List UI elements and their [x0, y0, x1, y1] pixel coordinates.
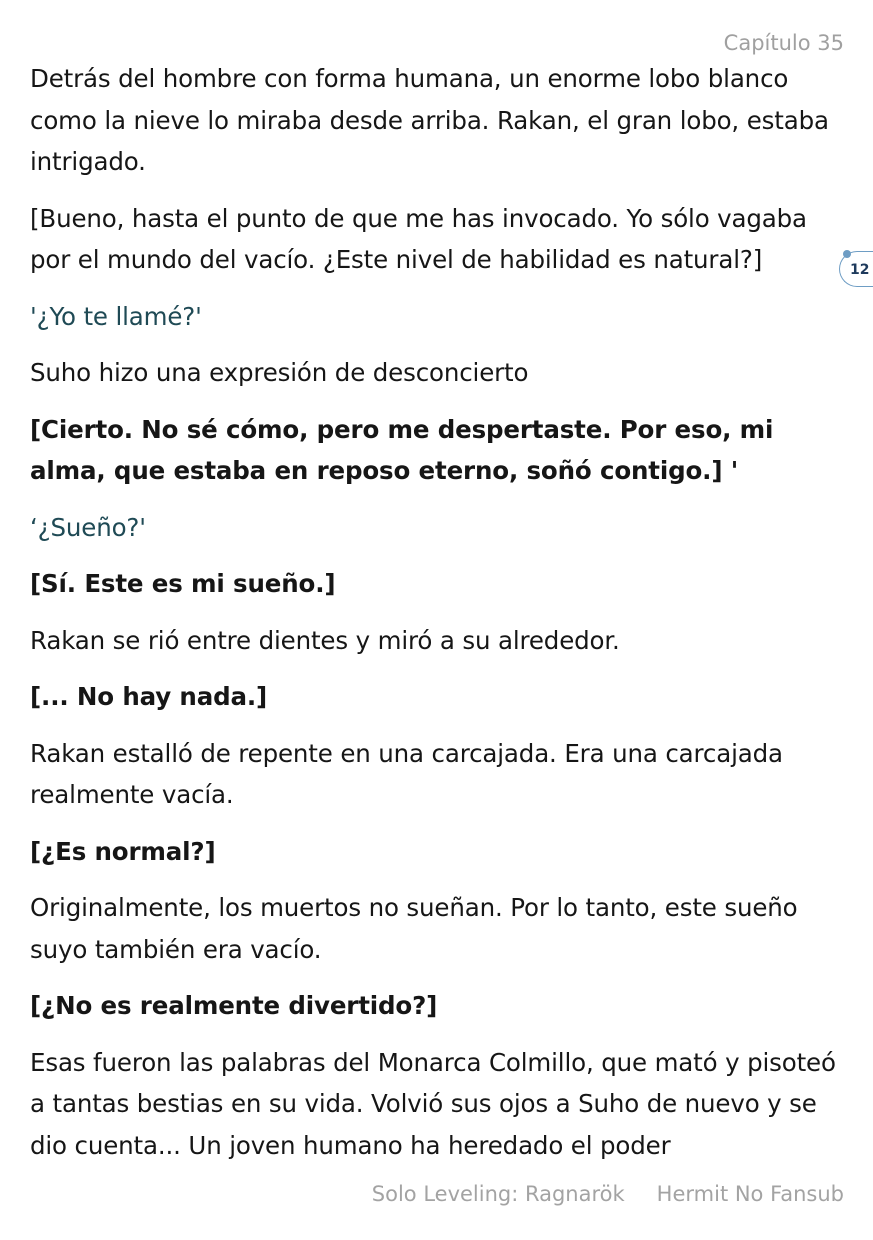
paragraph: [... No hay nada.] [30, 682, 268, 711]
paragraph: ‘¿Sueño?' [30, 512, 146, 542]
paragraph: [¿No es realmente divertido?] [30, 991, 438, 1020]
paragraph: Suho hizo una expresión de desconcierto [30, 358, 529, 387]
paragraph: Rakan estalló de repente en una carcajada. Era una carcajada realmente vacía. [30, 738, 783, 809]
page-number: 12 [850, 262, 870, 278]
paragraph: Esas fueron las palabras del Monarca Colmillo, que mató y pisoteó a tantas bestias en su vida. Volvió sus ojos a Suho de nuevo y se dio cuenta... Un joven humano ha heredado el poder [30, 1047, 836, 1160]
page-number-badge[interactable] [839, 251, 873, 287]
paragraph: '¿Yo te llamé?' [30, 301, 202, 331]
translator-credit: Hermit No Fansub [656, 1182, 844, 1206]
dot-icon [843, 250, 851, 258]
reader-content [30, 58, 842, 1181]
paragraph: Rakan se rió entre dientes y miró a su alrededor. [30, 625, 620, 655]
paragraph: [Bueno, hasta el punto de que me has invocado. Yo sólo vagaba por el mundo del vacío. ¿Este nivel de habilidad es natural?] [30, 203, 807, 274]
paragraph: Originalmente, los muertos no sueñan. Por lo tanto, este sueño suyo también era vacío. [30, 893, 798, 964]
book-title: Solo Leveling: Ragnarök [371, 1182, 625, 1206]
paragraph: Detrás del hombre con forma humana, un enorme lobo blanco como la nieve lo miraba desde arriba. Rakan, el gran lobo, estaba intrigado. [30, 64, 829, 176]
paragraph: [¿Es normal?] [30, 836, 216, 866]
paragraph: [Sí. Este es mi sueño.] [30, 569, 336, 598]
chapter-title: Capítulo 35 [723, 31, 844, 55]
footer [372, 1182, 844, 1206]
paragraph: [Cierto. No sé cómo, pero me despertaste. Por eso, mi alma, que estaba en reposo eterno, soñó contigo.] ' [30, 414, 774, 485]
